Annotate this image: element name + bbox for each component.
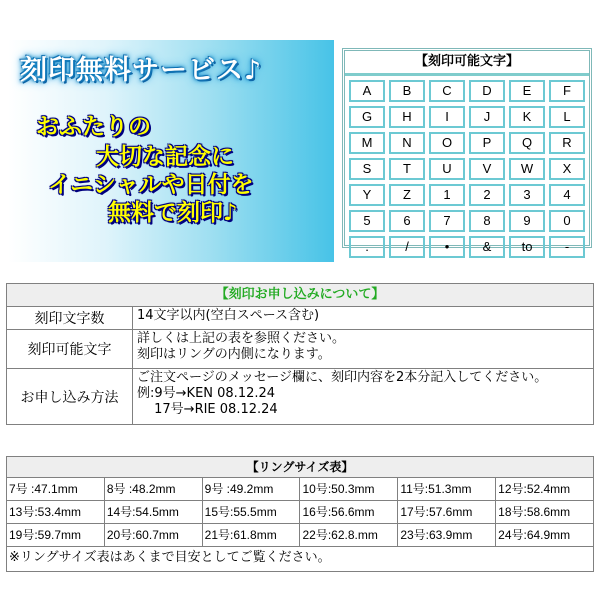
ring-size-row — [7, 478, 593, 501]
info-value — [133, 307, 593, 329]
info-line: 例:9号→KEN 08.12.24 — [137, 386, 276, 401]
char-cell: 9 — [509, 210, 545, 232]
info-row-how-to-apply — [7, 369, 593, 424]
char-cell: I — [429, 106, 465, 128]
ring-size-cell: 18号:58.6mm — [498, 505, 571, 519]
promo-banner — [8, 40, 334, 262]
char-cell: K — [509, 106, 545, 128]
ring-size-cell: 13号:53.4mm — [7, 501, 105, 523]
char-cell: D — [469, 80, 505, 102]
char-cell: S — [349, 158, 385, 180]
info-line: 14文字以内(空白スペース含む) — [137, 308, 320, 323]
char-cell: . — [349, 236, 385, 258]
char-table-title: 【刻印可能文字】 — [345, 51, 589, 76]
char-cell: Z — [389, 184, 425, 206]
char-cell: - — [549, 236, 585, 258]
info-row-char-count — [7, 307, 593, 330]
engraving-info-table — [6, 283, 594, 425]
char-cell: W — [509, 158, 545, 180]
char-cell: 7 — [429, 210, 465, 232]
char-cell: R — [549, 132, 585, 154]
char-cell: X — [549, 158, 585, 180]
ring-size-cell: 11号:51.3mm — [398, 478, 496, 500]
info-value — [133, 330, 593, 368]
ring-size-cell: 22号:62.8.mm — [300, 524, 398, 546]
info-label: 刻印文字数 — [7, 307, 133, 329]
char-cell: / — [389, 236, 425, 258]
char-cell: P — [469, 132, 505, 154]
ring-size-rows — [7, 478, 593, 547]
char-cell: 6 — [389, 210, 425, 232]
char-cell: 2 — [469, 184, 505, 206]
ring-size-cell: 12号:52.4mm — [498, 482, 571, 496]
banner-line: 大切な記念に — [96, 144, 234, 170]
char-cell: 1 — [429, 184, 465, 206]
info-row-engravable-chars — [7, 330, 593, 369]
char-cell: to — [509, 236, 545, 258]
info-line: 刻印はリングの内側になります。 — [137, 347, 331, 362]
char-cell: O — [429, 132, 465, 154]
ring-size-cell: 24号:64.9mm — [498, 528, 571, 542]
ring-size-cell: 15号:55.5mm — [203, 501, 301, 523]
ring-size-cell: 19号:59.7mm — [7, 524, 105, 546]
char-cell: 4 — [549, 184, 585, 206]
char-cell: B — [389, 80, 425, 102]
engravable-characters-table — [342, 48, 592, 254]
info-value — [133, 369, 593, 424]
ring-size-cell: 17号:57.6mm — [398, 501, 496, 523]
char-cell: F — [549, 80, 585, 102]
char-cell: V — [469, 158, 505, 180]
char-cell: Y — [349, 184, 385, 206]
ring-size-table — [6, 456, 594, 572]
ring-size-cell: 10号:50.3mm — [300, 478, 398, 500]
banner-title: 刻印無料サービス♪ — [20, 55, 263, 86]
char-cell: E — [509, 80, 545, 102]
char-cell: G — [349, 106, 385, 128]
ring-size-row — [7, 501, 593, 524]
char-cell: L — [549, 106, 585, 128]
char-cell: T — [389, 158, 425, 180]
char-cell: & — [469, 236, 505, 258]
char-cell: 8 — [469, 210, 505, 232]
info-line: 詳しくは上記の表を参照ください。 — [137, 331, 346, 346]
ring-size-cell: 14号:54.5mm — [105, 501, 203, 523]
ring-size-cell: 21号:61.8mm — [203, 524, 301, 546]
ring-size-header: 【リングサイズ表】 — [7, 457, 593, 478]
ring-size-cell: 23号:63.9mm — [398, 524, 496, 546]
banner-line: イニシャルや日付を — [48, 172, 254, 198]
ring-size-cell: 20号:60.7mm — [105, 524, 203, 546]
info-line: ご注文ページのメッセージ欄に、刻印内容を2本分記入してください。 — [137, 370, 548, 385]
ring-size-row — [7, 524, 593, 547]
ring-size-cell: 16号:56.6mm — [300, 501, 398, 523]
char-grid — [345, 76, 589, 262]
banner-line: おふたりの — [36, 114, 151, 140]
char-cell: 5 — [349, 210, 385, 232]
ring-size-note: ※リングサイズ表はあくまで目安としてご覧ください。 — [9, 550, 331, 565]
info-table-header: 【刻印お申し込みについて】 — [7, 284, 593, 307]
banner-line: 無料で刻印♪ — [108, 200, 238, 226]
char-cell: 0 — [549, 210, 585, 232]
ring-size-cell: 9号 :49.2mm — [203, 478, 301, 500]
ring-size-cell: 7号 :47.1mm — [7, 478, 105, 500]
char-cell: Q — [509, 132, 545, 154]
ring-size-cell: 8号 :48.2mm — [105, 478, 203, 500]
char-cell: U — [429, 158, 465, 180]
char-cell: M — [349, 132, 385, 154]
char-cell: • — [429, 236, 465, 258]
char-cell: H — [389, 106, 425, 128]
info-label: 刻印可能文字 — [7, 330, 133, 368]
char-cell: C — [429, 80, 465, 102]
char-cell: J — [469, 106, 505, 128]
char-cell: A — [349, 80, 385, 102]
char-cell: N — [389, 132, 425, 154]
info-line: 17号→RIE 08.12.24 — [137, 402, 278, 417]
char-cell: 3 — [509, 184, 545, 206]
info-label: お申し込み方法 — [7, 369, 133, 424]
